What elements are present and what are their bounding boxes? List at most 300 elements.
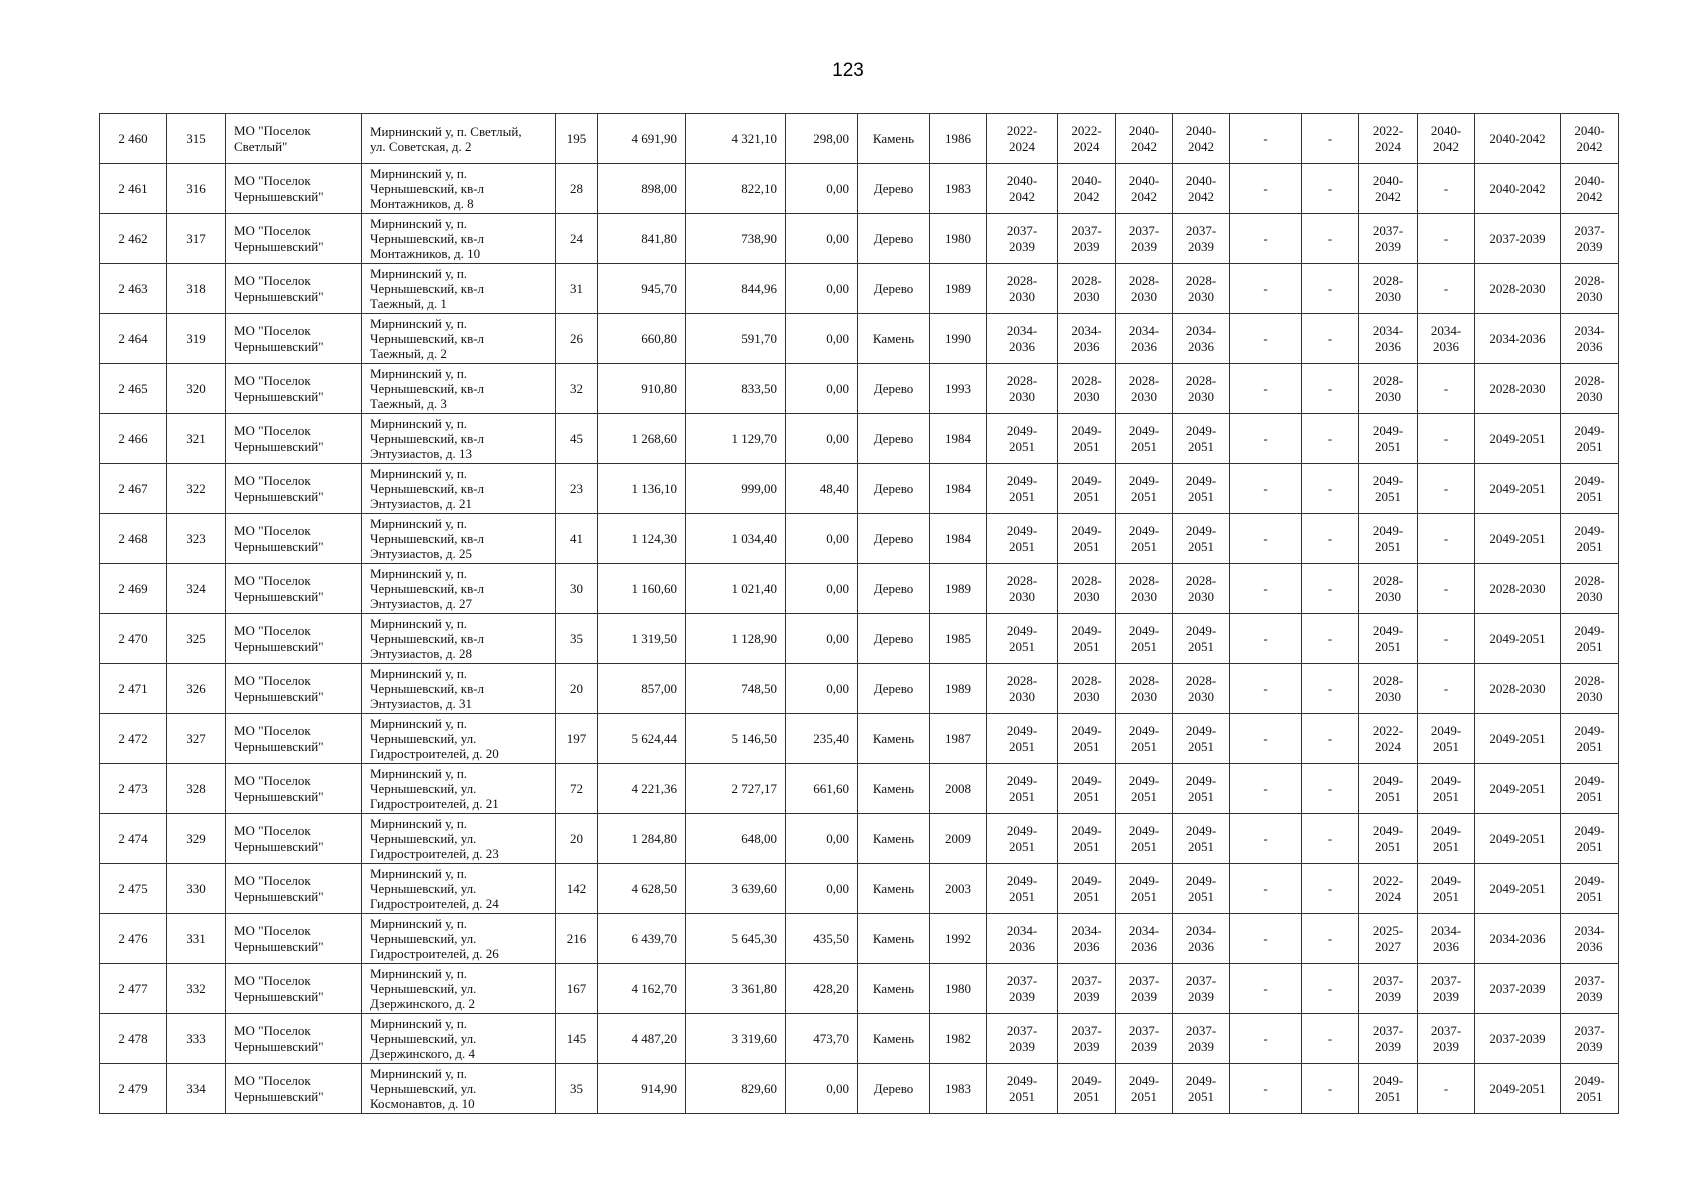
cell-text: 2040-2042	[1489, 130, 1546, 146]
cell-living-area	[686, 464, 786, 514]
cell-text: 2 464	[118, 330, 148, 346]
cell-nonresidential-area	[786, 664, 858, 714]
cell-total-area	[598, 864, 686, 914]
cell-text: 2028- 2030	[1185, 272, 1217, 304]
cell-period-3	[1116, 964, 1173, 1014]
cell-text: 4 628,50	[631, 880, 677, 896]
cell-text: МО "Поселок Чернышевский"	[234, 922, 324, 954]
cell-text: 319	[186, 330, 206, 346]
cell-period-1	[987, 714, 1058, 764]
cell-text: 2040- 2042	[1128, 122, 1160, 154]
cell-item-number	[167, 614, 226, 664]
cell-text: 1 319,50	[631, 630, 677, 646]
cell-text: МО "Поселок Чернышевский"	[234, 622, 324, 654]
cell-text: 1 268,60	[631, 430, 677, 446]
cell-text: -	[1327, 230, 1333, 246]
cell-period-10	[1561, 514, 1619, 564]
cell-nonresidential-area	[786, 164, 858, 214]
cell-text: 2049- 2051	[1574, 1072, 1605, 1104]
table-row	[100, 214, 1619, 264]
cell-text: 2 470	[118, 630, 148, 646]
cell-period-3	[1116, 914, 1173, 964]
table-row	[100, 664, 1619, 714]
cell-address	[362, 914, 556, 964]
cell-build-year	[930, 1064, 987, 1114]
cell-period-3	[1116, 864, 1173, 914]
cell-text: 2040-2042	[1489, 180, 1546, 196]
cell-address	[362, 964, 556, 1014]
cell-text: 1 129,70	[731, 430, 777, 446]
cell-period-4	[1173, 564, 1230, 614]
cell-municipality	[226, 864, 362, 914]
cell-period-5	[1230, 464, 1302, 514]
cell-row-number	[100, 214, 167, 264]
cell-text: 661,60	[813, 780, 849, 796]
table-row	[100, 714, 1619, 764]
cell-period-10	[1561, 714, 1619, 764]
cell-text: МО "Поселок Чернышевский"	[234, 672, 324, 704]
cell-text: 2049- 2051	[1574, 622, 1605, 654]
cell-wall-material	[858, 714, 930, 764]
cell-text: 1986	[945, 130, 971, 146]
cell-text: 2008	[945, 780, 971, 796]
cell-text: 2037- 2039	[1185, 222, 1217, 254]
cell-text: 2022- 2024	[1006, 122, 1038, 154]
cell-municipality	[226, 414, 362, 464]
cell-text: 2049- 2051	[1006, 422, 1038, 454]
cell-wall-material	[858, 364, 930, 414]
cell-text: 2028- 2030	[1071, 572, 1102, 604]
cell-text: Мирнинский у, п. Чернышевский, кв-л Таежный, д. 2	[370, 316, 485, 361]
cell-living-area	[686, 364, 786, 414]
cell-text: 2028- 2030	[1128, 672, 1160, 704]
cell-text: 2049- 2051	[1006, 772, 1038, 804]
cell-period-3	[1116, 1064, 1173, 1114]
cell-text: 142	[566, 880, 587, 896]
cell-row-number	[100, 814, 167, 864]
cell-text: 2034- 2036	[1372, 322, 1404, 354]
cell-text: 844,96	[741, 280, 777, 296]
cell-text: 2037- 2039	[1071, 972, 1102, 1004]
cell-text: Дерево	[873, 580, 914, 596]
cell-text: 2034- 2036	[1006, 922, 1038, 954]
cell-text: 2049-2051	[1489, 480, 1546, 496]
cell-text: 5 146,50	[731, 730, 777, 746]
cell-total-area	[598, 764, 686, 814]
cell-text: 2034- 2036	[1185, 922, 1217, 954]
cell-living-area	[686, 714, 786, 764]
cell-text: 2049-2051	[1489, 730, 1546, 746]
cell-period-4	[1173, 914, 1230, 964]
cell-nonresidential-area	[786, 814, 858, 864]
cell-period-2	[1058, 564, 1116, 614]
cell-text: 2037- 2039	[1006, 1022, 1038, 1054]
cell-text: 2049- 2051	[1128, 522, 1160, 554]
cell-text: 2 466	[118, 430, 148, 446]
cell-residents	[556, 314, 598, 364]
cell-text: Мирнинский у, п. Чернышевский, ул. Гидростроителей, д. 20	[370, 716, 499, 761]
cell-period-3	[1116, 564, 1173, 614]
cell-row-number	[100, 164, 167, 214]
cell-build-year	[930, 814, 987, 864]
cell-text: 2 474	[118, 830, 148, 846]
cell-living-area	[686, 664, 786, 714]
cell-period-5	[1230, 264, 1302, 314]
cell-address	[362, 464, 556, 514]
cell-text: 2037- 2039	[1430, 972, 1462, 1004]
cell-text: 2049- 2051	[1071, 722, 1102, 754]
cell-text: 2028- 2030	[1574, 372, 1605, 404]
cell-text: 2022- 2024	[1372, 872, 1404, 904]
cell-residents	[556, 914, 598, 964]
cell-total-area	[598, 164, 686, 214]
cell-row-number	[100, 1014, 167, 1064]
cell-period-2	[1058, 364, 1116, 414]
cell-text: 2049- 2051	[1071, 822, 1102, 854]
cell-text: 2028- 2030	[1185, 672, 1217, 704]
cell-period-3	[1116, 814, 1173, 864]
cell-text: 2049- 2051	[1372, 472, 1404, 504]
cell-text: 2034- 2036	[1071, 322, 1102, 354]
cell-municipality	[226, 664, 362, 714]
cell-item-number	[167, 1064, 226, 1114]
cell-row-number	[100, 914, 167, 964]
cell-period-10	[1561, 264, 1619, 314]
cell-text: 1 021,40	[731, 580, 777, 596]
cell-text: 1989	[945, 580, 971, 596]
cell-total-area	[598, 214, 686, 264]
cell-text: 2049- 2051	[1185, 722, 1217, 754]
table-row	[100, 814, 1619, 864]
cell-text: 321	[186, 430, 206, 446]
cell-text: 298,00	[813, 130, 849, 146]
cell-period-6	[1302, 1064, 1359, 1114]
cell-nonresidential-area	[786, 214, 858, 264]
cell-period-4	[1173, 714, 1230, 764]
cell-text: 1982	[945, 1030, 971, 1046]
cell-row-number	[100, 614, 167, 664]
cell-text: МО "Поселок Чернышевский"	[234, 822, 324, 854]
cell-text: 2028- 2030	[1128, 572, 1160, 604]
cell-address	[362, 1014, 556, 1064]
cell-period-6	[1302, 364, 1359, 414]
cell-period-1	[987, 464, 1058, 514]
cell-text: 26	[570, 330, 583, 346]
cell-text: 2049- 2051	[1128, 472, 1160, 504]
cell-period-10	[1561, 414, 1619, 464]
cell-period-1	[987, 564, 1058, 614]
cell-text: Дерево	[873, 530, 914, 546]
cell-total-area	[598, 1014, 686, 1064]
cell-text: МО "Поселок Чернышевский"	[234, 172, 324, 204]
cell-text: 2037- 2039	[1006, 222, 1038, 254]
cell-text: 2028- 2030	[1372, 672, 1404, 704]
cell-residents	[556, 714, 598, 764]
cell-text: 1 160,60	[631, 580, 677, 596]
table-row	[100, 864, 1619, 914]
cell-text: МО "Поселок Чернышевский"	[234, 422, 324, 454]
cell-text: 2028- 2030	[1372, 272, 1404, 304]
cell-wall-material	[858, 114, 930, 164]
cell-text: -	[1327, 780, 1333, 796]
cell-period-5	[1230, 764, 1302, 814]
cell-period-5	[1230, 414, 1302, 464]
cell-municipality	[226, 614, 362, 664]
cell-text: -	[1327, 730, 1333, 746]
cell-item-number	[167, 214, 226, 264]
cell-period-8	[1418, 864, 1475, 914]
cell-text: 325	[186, 630, 206, 646]
cell-text: -	[1443, 530, 1449, 546]
cell-build-year	[930, 464, 987, 514]
cell-item-number	[167, 514, 226, 564]
cell-period-2	[1058, 164, 1116, 214]
cell-living-area	[686, 864, 786, 914]
cell-text: 320	[186, 380, 206, 396]
cell-nonresidential-area	[786, 464, 858, 514]
cell-period-4	[1173, 464, 1230, 514]
cell-nonresidential-area	[786, 1064, 858, 1114]
cell-period-7	[1359, 364, 1418, 414]
cell-text: 2022- 2024	[1372, 722, 1404, 754]
cell-text: 2049- 2051	[1185, 872, 1217, 904]
cell-total-area	[598, 564, 686, 614]
cell-text: 2049- 2051	[1071, 772, 1102, 804]
cell-text: МО "Поселок Чернышевский"	[234, 572, 324, 604]
cell-municipality	[226, 914, 362, 964]
cell-text: 2 463	[118, 280, 148, 296]
cell-text: 2034- 2036	[1128, 922, 1160, 954]
cell-residents	[556, 964, 598, 1014]
cell-text: 2040- 2042	[1185, 122, 1217, 154]
cell-text: -	[1327, 630, 1333, 646]
cell-text: 2037- 2039	[1430, 1022, 1462, 1054]
cell-text: 1983	[945, 180, 971, 196]
cell-text: 0,00	[826, 580, 849, 596]
cell-text: 2037- 2039	[1006, 972, 1038, 1004]
cell-municipality	[226, 764, 362, 814]
cell-residents	[556, 1064, 598, 1114]
cell-text: 2040- 2042	[1372, 172, 1404, 204]
cell-text: 1992	[945, 930, 971, 946]
cell-text: 2049- 2051	[1185, 772, 1217, 804]
cell-period-4	[1173, 214, 1230, 264]
cell-text: 2040- 2042	[1430, 122, 1462, 154]
cell-text: 2028- 2030	[1071, 372, 1102, 404]
cell-residents	[556, 1014, 598, 1064]
cell-period-7	[1359, 664, 1418, 714]
cell-text: 216	[566, 930, 587, 946]
cell-text: -	[1263, 830, 1268, 846]
cell-address	[362, 314, 556, 364]
table-row	[100, 764, 1619, 814]
cell-row-number	[100, 114, 167, 164]
cell-nonresidential-area	[786, 564, 858, 614]
cell-text: 2049-2051	[1489, 1080, 1546, 1096]
cell-period-8	[1418, 664, 1475, 714]
cell-text: Камень	[872, 880, 915, 896]
cell-text: -	[1263, 330, 1268, 346]
cell-address	[362, 564, 556, 614]
cell-text: 2049- 2051	[1128, 772, 1160, 804]
cell-total-area	[598, 964, 686, 1014]
cell-text: -	[1327, 930, 1333, 946]
cell-text: 2034- 2036	[1128, 322, 1160, 354]
cell-period-5	[1230, 514, 1302, 564]
cell-build-year	[930, 114, 987, 164]
cell-text: 2034- 2036	[1430, 322, 1462, 354]
cell-period-3	[1116, 214, 1173, 264]
cell-nonresidential-area	[786, 714, 858, 764]
cell-text: 2034- 2036	[1006, 322, 1038, 354]
cell-period-4	[1173, 864, 1230, 914]
cell-nonresidential-area	[786, 614, 858, 664]
cell-period-10	[1561, 364, 1619, 414]
cell-text: 2037- 2039	[1071, 1022, 1102, 1054]
cell-text: 841,80	[641, 230, 677, 246]
cell-nonresidential-area	[786, 914, 858, 964]
cell-address	[362, 714, 556, 764]
cell-text: 1989	[945, 680, 971, 696]
cell-text: 2028- 2030	[1574, 672, 1605, 704]
cell-text: 2037- 2039	[1574, 972, 1605, 1004]
cell-text: 330	[186, 880, 206, 896]
cell-text: 1987	[945, 730, 971, 746]
cell-period-3	[1116, 464, 1173, 514]
cell-text: Мирнинский у, п. Чернышевский, кв-л Монтажников, д. 10	[370, 216, 485, 261]
cell-text: МО "Поселок Чернышевский"	[234, 1072, 324, 1104]
cell-text: 5 645,30	[731, 930, 777, 946]
cell-address	[362, 114, 556, 164]
cell-text: 30	[570, 580, 583, 596]
cell-municipality	[226, 1064, 362, 1114]
cell-text: Мирнинский у, п. Чернышевский, кв-л Таежный, д. 3	[370, 366, 485, 411]
cell-period-10	[1561, 914, 1619, 964]
cell-municipality	[226, 814, 362, 864]
cell-build-year	[930, 514, 987, 564]
cell-text: -	[1263, 780, 1268, 796]
cell-wall-material	[858, 214, 930, 264]
cell-period-3	[1116, 114, 1173, 164]
cell-text: 41	[570, 530, 583, 546]
cell-period-3	[1116, 514, 1173, 564]
cell-municipality	[226, 164, 362, 214]
cell-text: 910,80	[641, 380, 677, 396]
cell-address	[362, 614, 556, 664]
cell-text: 45	[570, 430, 583, 446]
cell-text: 2049- 2051	[1071, 422, 1102, 454]
cell-wall-material	[858, 814, 930, 864]
cell-text: 1985	[945, 630, 971, 646]
cell-period-5	[1230, 664, 1302, 714]
cell-text: -	[1263, 1030, 1268, 1046]
cell-text: 2 475	[118, 880, 148, 896]
cell-period-5	[1230, 564, 1302, 614]
cell-text: 2034- 2036	[1185, 322, 1217, 354]
cell-text: 2037-2039	[1489, 980, 1546, 996]
cell-text: 20	[570, 830, 583, 846]
cell-text: 2037- 2039	[1372, 972, 1404, 1004]
cell-text: Мирнинский у, п. Чернышевский, кв-л Энтузиастов, д. 28	[370, 616, 485, 661]
cell-period-7	[1359, 964, 1418, 1014]
cell-residents	[556, 164, 598, 214]
cell-text: 2049- 2051	[1128, 872, 1160, 904]
cell-text: -	[1263, 180, 1268, 196]
cell-living-area	[686, 1014, 786, 1064]
cell-text: -	[1443, 480, 1449, 496]
cell-text: МО "Поселок Чернышевский"	[234, 872, 324, 904]
cell-text: 2028- 2030	[1372, 572, 1404, 604]
cell-residents	[556, 464, 598, 514]
cell-period-9	[1475, 264, 1561, 314]
cell-nonresidential-area	[786, 114, 858, 164]
table-row	[100, 1064, 1619, 1114]
cell-wall-material	[858, 1014, 930, 1064]
cell-wall-material	[858, 964, 930, 1014]
cell-text: 2028- 2030	[1006, 372, 1038, 404]
cell-item-number	[167, 914, 226, 964]
cell-period-10	[1561, 1064, 1619, 1114]
cell-period-6	[1302, 664, 1359, 714]
cell-text: 326	[186, 680, 206, 696]
cell-text: Дерево	[873, 430, 914, 446]
cell-build-year	[930, 614, 987, 664]
cell-text: 2049- 2051	[1372, 522, 1404, 554]
cell-period-1	[987, 814, 1058, 864]
cell-period-1	[987, 514, 1058, 564]
cell-total-area	[598, 664, 686, 714]
cell-period-6	[1302, 764, 1359, 814]
cell-text: 1989	[945, 280, 971, 296]
cell-text: -	[1443, 230, 1449, 246]
cell-address	[362, 414, 556, 464]
cell-text: -	[1263, 430, 1268, 446]
cell-period-4	[1173, 264, 1230, 314]
cell-nonresidential-area	[786, 314, 858, 364]
cell-text: 2 476	[118, 930, 148, 946]
cell-period-10	[1561, 114, 1619, 164]
cell-period-9	[1475, 764, 1561, 814]
cell-period-5	[1230, 164, 1302, 214]
cell-period-10	[1561, 814, 1619, 864]
cell-text: 2049-2051	[1489, 780, 1546, 796]
cell-text: 2037- 2039	[1128, 972, 1160, 1004]
cell-text: Мирнинский у, п. Чернышевский, кв-л Энтузиастов, д. 27	[370, 566, 485, 611]
cell-text: 0,00	[826, 1080, 849, 1096]
cell-text: 5 624,44	[631, 730, 677, 746]
cell-period-6	[1302, 964, 1359, 1014]
cell-period-10	[1561, 164, 1619, 214]
cell-nonresidential-area	[786, 864, 858, 914]
cell-text: 2025- 2027	[1372, 922, 1404, 954]
cell-period-8	[1418, 764, 1475, 814]
cell-text: -	[1327, 430, 1333, 446]
cell-period-4	[1173, 964, 1230, 1014]
cell-period-3	[1116, 1014, 1173, 1064]
cell-period-1	[987, 764, 1058, 814]
cell-text: 2049- 2051	[1574, 722, 1605, 754]
cell-text: 2034-2036	[1489, 330, 1546, 346]
cell-total-area	[598, 314, 686, 364]
cell-address	[362, 864, 556, 914]
cell-text: 24	[570, 230, 583, 246]
cell-period-8	[1418, 264, 1475, 314]
cell-text: 2049- 2051	[1574, 422, 1605, 454]
cell-text: Мирнинский у, п. Чернышевский, кв-л Энтузиастов, д. 13	[370, 416, 485, 461]
cell-text: 0,00	[826, 530, 849, 546]
cell-text: Мирнинский у, п. Чернышевский, ул. Дзержинского, д. 4	[370, 1016, 477, 1061]
cell-text: 1980	[945, 230, 971, 246]
